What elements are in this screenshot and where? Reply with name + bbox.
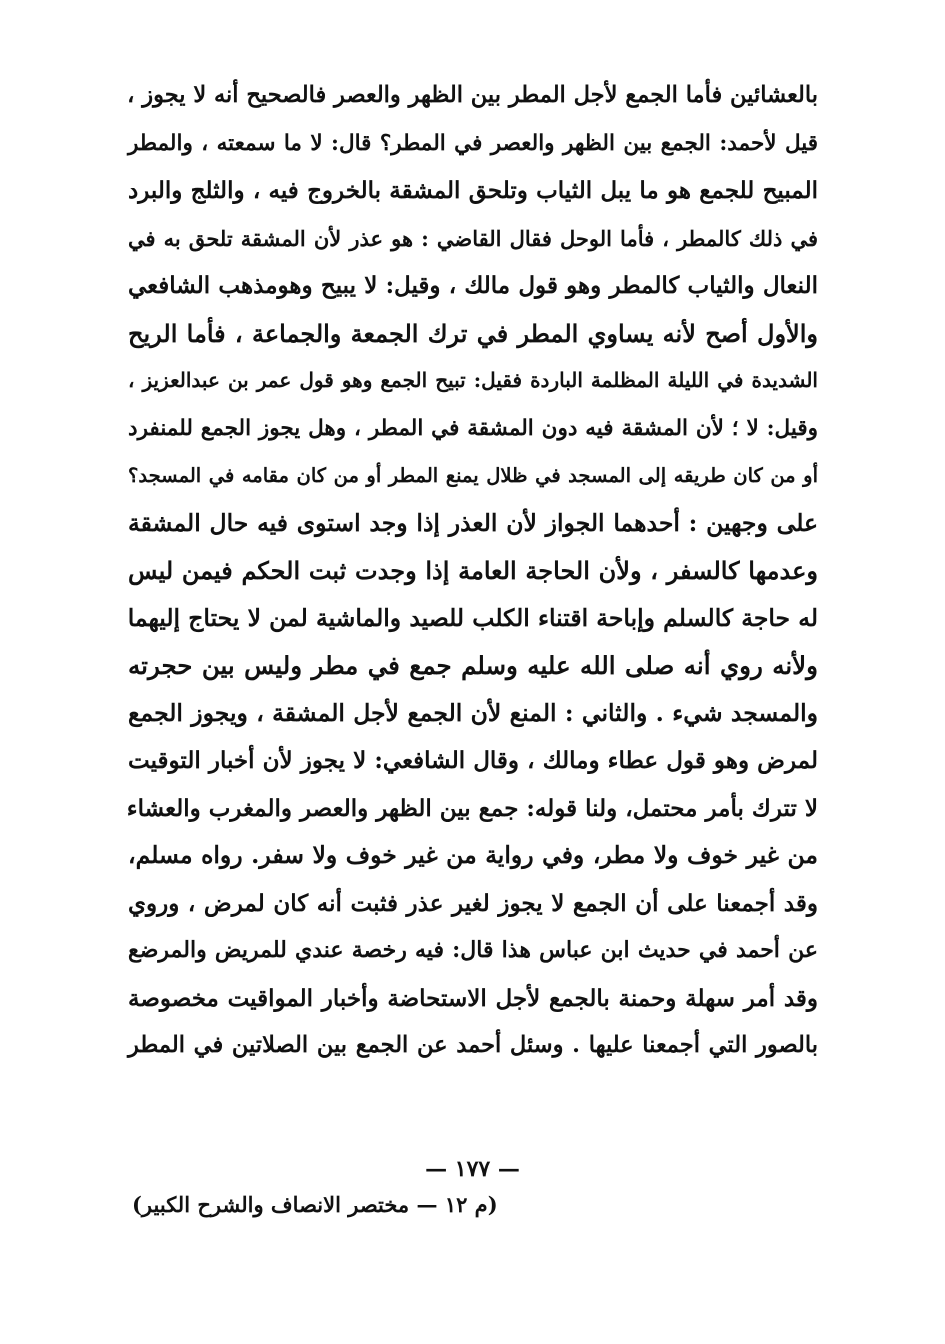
text-line: بالعشائين فأما الجمع لأجل المطر بين الظهر والعصر فالصحيح أنه لا يجوز ، [127,82,818,108]
text-line: وقد أمر سهلة وحمنة بالجمع لأجل الاستحاضة وأخبار المواقيت مخصوصة [128,984,818,1012]
text-line: والمسجد شيء . والثاني : المنع لأن الجمع لأجل المشقة ، ويجوز الجمع [128,698,818,727]
text-line: قيل لأحمد: الجمع بين الظهر والعصر في المطر؟ قال: لا ما سمعته ، والمطر [128,130,818,156]
text-line: لا تترك بأمر محتمل، ولنا قوله: جمع بين الظهر والعصر والمغرب والعشاء [126,794,818,822]
text-line: النعال والثياب كالمطر وهو قول مالك ، وقيل: لا يبيح وهومذهب الشافعي [128,272,818,299]
text-line: ولأنه روي أنه صلى الله عليه وسلم جمع في مطر وليس بين حجرته [128,651,818,680]
text-line: وقد أجمعنا على أن الجمع لا يجوز لغير عذر فثبت أنه كان لمرض ، وروي [128,889,818,917]
text-line: عن أحمد في حديث ابن عباس هذا قال: فيه رخصة عندي للمريض والمرضع [128,937,818,963]
text-line: على وجهين : أحدهما الجواز لأن العذر إذا وجد استوى فيه حال المشقة [128,508,818,537]
text-line: بالصور التي أجمعنا عليها . وسئل أحمد عن الجمع بين الصلاتين في المطر [128,1032,818,1058]
text-line: أو من كان طريقه إلى المسجد في ظلال يمنع المطر أو من كان مقامه في المسجد؟ [128,464,818,487]
footer-signature: (م ١٢ — مختصر الانصاف والشرح الكبير) [132,1192,498,1217]
text-line: لمرض وهو قول عطاء ومالك ، وقال الشافعي: لا يجوز لأن أخبار التوقيت [128,747,818,774]
text-line: له حاجة كالسلم وإباحة اقتناء الكلب للصيد والماشية لمن لا يحتاج إليهما [127,603,818,632]
page-number: — ١٧٧ — [425,1156,520,1182]
text-line: وعدمها كالسفر ، ولأن الحاجة العامة إذا وجدت ثبت الحكم فيمن ليس [128,556,818,585]
text-line: من غير خوف ولا مطر، وفي رواية من غير خوف ولا سفر. رواه مسلم، [128,841,818,869]
text-line: المبيح للجمع هو ما يبل الثياب وتلحق المشقة بالخروج فيه ، والثلج والبرد [128,177,818,204]
text-line: وقيل: لا ؛ لأن المشقة فيه دون المشقة في المطر ، وهل يجوز الجمع للمنفرد [128,415,818,441]
text-line: والأول أصح لأنه يساوي المطر في ترك الجمعة والجماعة ، فأما الريح [128,318,818,348]
text-line: الشديدة في الليلة المظلمة الباردة فقيل: تبيح الجمع وهو قول عمر بن عبدالعزيز ، [128,368,818,392]
text-line: في ذلك كالمطر ، فأما الوحل فقال القاضي : هو عذر لأن المشقة تلحق به في [128,225,818,251]
body-text [128,72,818,1070]
